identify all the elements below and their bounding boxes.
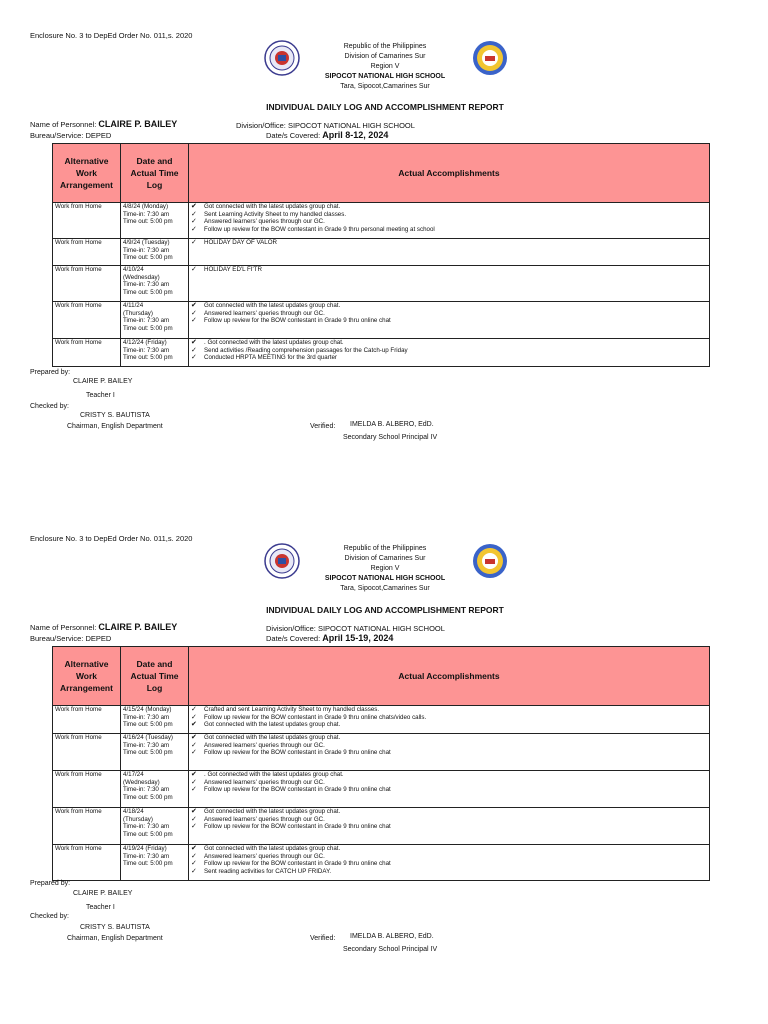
arrangement-cell: Work from Home: [53, 771, 121, 808]
prepared-label: Prepared by:: [30, 880, 71, 887]
accomplishment-cell: [189, 266, 710, 302]
letterhead-line: Republic of the Philippines: [343, 43, 427, 50]
check-icon: ✔: [191, 734, 197, 741]
prepared-name: CLAIRE P. BAILEY: [73, 890, 133, 897]
school-seal-logo: [472, 543, 508, 579]
list-item: ✓ Follow up review for the BOW contestant in Grade 9 thru online chat: [191, 786, 391, 794]
bureau-service: Bureau/Service: DEPED: [30, 131, 112, 140]
check-icon: ✓: [191, 317, 197, 325]
school-address: Tara, Sipocot,Camarines Sur: [340, 83, 430, 90]
dates-covered: Date/s Covered: April 15-19, 2024: [266, 633, 394, 643]
date-cell: 4/8/24 (Monday) Time-in: 7:30 am Time out: 5:00 pm: [121, 203, 189, 239]
date-cell: 4/9/24 (Tuesday) Time-in: 7:30 am Time out: 5:00 pm: [121, 239, 189, 266]
arrangement-cell: Work from Home: [53, 734, 121, 771]
letterhead: [300, 42, 470, 92]
check-icon: ✓: [191, 815, 197, 823]
verified-position: Secondary School Principal IV: [343, 434, 438, 441]
check-icon: ✔: [191, 845, 197, 852]
list-item: ✓ Answered learners' queries through our GC.: [191, 815, 325, 823]
school-name: SIPOCOT NATIONAL HIGH SCHOOL: [324, 575, 446, 582]
checked-name: CRISTY S. BAUTISTA: [80, 924, 150, 931]
check-icon: ✓: [191, 713, 197, 721]
arrangement-cell: Work from Home: [53, 302, 121, 339]
school-address: Tara, Sipocot,Camarines Sur: [340, 585, 430, 592]
date-cell: 4/11/24 (Thursday) Time-in: 7:30 am Time out: 5:00 pm: [121, 302, 189, 339]
verified-label: Verified:: [310, 423, 336, 430]
verified-label: Verified:: [310, 935, 336, 942]
check-icon: ✔: [191, 771, 197, 778]
check-icon: ✓: [191, 823, 197, 831]
check-icon: ✓: [191, 860, 197, 868]
report-title: INDIVIDUAL DAILY LOG AND ACCOMPLISHMENT REPORT: [266, 102, 504, 112]
arrangement-cell: Work from Home: [53, 706, 121, 734]
column-header-arrangement: Alternative Work Arrangement: [53, 647, 121, 706]
letterhead-line: Republic of the Philippines: [343, 545, 427, 552]
table-row: [53, 808, 710, 845]
arrangement-cell: Work from Home: [53, 339, 121, 367]
check-icon: ✓: [191, 266, 197, 273]
column-header-date: Date and Actual Time Log: [121, 144, 189, 203]
date-cell: 4/16/24 (Tuesday) Time-in: 7:30 am Time out: 5:00 pm: [121, 734, 189, 771]
accomplishment-cell: [189, 203, 710, 239]
checked-name: CRISTY S. BAUTISTA: [80, 412, 150, 419]
check-icon: ✓: [191, 749, 197, 757]
enclosure-note: Enclosure No. 3 to DepEd Order No. 011,s. 2020: [30, 534, 193, 543]
checked-position: Chairman, English Department: [67, 935, 163, 942]
deped-seal-logo: [264, 543, 300, 579]
list-item: ✓ Sent reading activities for CATCH UP FRIDAY.: [191, 867, 332, 875]
list-item: ✓ Answered learners' queries through our GC.: [191, 778, 325, 786]
check-icon: ✓: [191, 741, 197, 749]
arrangement-cell: Work from Home: [53, 266, 121, 302]
list-item: ✓ Follow up review for the BOW contestant in Grade 9 thru online chat: [191, 860, 391, 868]
verified-position: Secondary School Principal IV: [343, 946, 438, 953]
list-item: ✔ Got connected with the latest updates group chat.: [191, 302, 341, 309]
table-row: [53, 771, 710, 808]
list-item: ✔ Got connected with the latest updates group chat.: [191, 845, 341, 852]
list-item: ✓ Follow up review for the BOW contestant in Grade 9 thru personal meeting at school: [191, 225, 435, 233]
letterhead-line: Division of Camarines Sur: [344, 555, 426, 562]
check-icon: ✓: [191, 346, 197, 354]
list-item: ✔ Got connected with the latest updates group chat.: [191, 203, 341, 210]
list-item: ✓ Follow up review for the BOW contestant in Grade 9 thru online chat: [191, 317, 391, 325]
accomplishment-cell: [189, 734, 710, 771]
arrangement-cell: Work from Home: [53, 239, 121, 266]
accomplishment-table: [52, 143, 710, 367]
check-icon: ✔: [191, 203, 197, 210]
division-office: Division/Office: SIPOCOT NATIONAL HIGH SCHOOL: [236, 121, 415, 130]
letterhead-line: Region V: [370, 63, 400, 70]
list-item: ✓ Crafted and sent Learning Activity Sheet to my handled classes.: [191, 706, 380, 713]
personnel-name: Name of Personnel: CLAIRE P. BAILEY: [30, 119, 178, 129]
list-item: ✓ Send activities /Reading comprehension passages for the Catch-up Friday: [191, 346, 408, 354]
verified-name: IMELDA B. ALBERO, EdD.: [350, 421, 434, 428]
column-header-arrangement: Alternative Work Arrangement: [53, 144, 121, 203]
check-icon: ✔: [191, 302, 197, 309]
list-item: ✔ . Got connected with the latest updates group chat.: [191, 771, 344, 778]
table-row: [53, 203, 710, 239]
list-item: ✓ Sent Learning Activity Sheet to my handled classes.: [191, 210, 347, 218]
personnel-name: Name of Personnel: CLAIRE P. BAILEY: [30, 622, 178, 632]
enclosure-note: Enclosure No. 3 to DepEd Order No. 011,s. 2020: [30, 31, 193, 40]
column-header-accomplishments: Actual Accomplishments: [189, 144, 710, 203]
verified-name: IMELDA B. ALBERO, EdD.: [350, 933, 434, 940]
check-icon: ✔: [191, 721, 197, 729]
table-row: [53, 339, 710, 367]
list-item: ✓ Answered learners' queries through our GC.: [191, 741, 325, 749]
accomplishment-cell: [189, 302, 710, 339]
date-cell: 4/19/24 (Friday) Time-in: 7:30 am Time out: 5:00 pm: [121, 845, 189, 881]
division-office: Division/Office: SIPOCOT NATIONAL HIGH SCHOOL: [266, 624, 445, 633]
arrangement-cell: Work from Home: [53, 845, 121, 881]
check-icon: ✔: [191, 808, 197, 815]
prepared-label: Prepared by:: [30, 369, 71, 376]
deped-seal-logo: [264, 40, 300, 76]
list-item: ✓ Answered learners' queries through our GC.: [191, 852, 325, 860]
date-cell: 4/10/24 (Wednesday) Time-in: 7:30 am Time out: 5:00 pm: [121, 266, 189, 302]
check-icon: ✓: [191, 309, 197, 317]
arrangement-cell: Work from Home: [53, 203, 121, 239]
list-item: ✓ HOLIDAY DAY OF VALOR: [191, 239, 278, 246]
checked-label: Checked by:: [30, 913, 69, 920]
check-icon: ✔: [191, 339, 197, 346]
table-row: [53, 845, 710, 881]
column-header-date: Date and Actual Time Log: [121, 647, 189, 706]
check-icon: ✓: [191, 225, 197, 233]
accomplishment-cell: [189, 239, 710, 266]
list-item: ✔ Got connected with the latest updates group chat.: [191, 721, 341, 729]
accomplishment-cell: [189, 845, 710, 881]
date-cell: 4/17/24 (Wednesday) Time-in: 7:30 am Time out: 5:00 pm: [121, 771, 189, 808]
accomplishment-cell: [189, 706, 710, 734]
check-icon: ✓: [191, 706, 197, 713]
list-item: ✔ . Got connected with the latest updates group chat.: [191, 339, 344, 346]
check-icon: ✓: [191, 867, 197, 875]
table-row: [53, 239, 710, 266]
report-title: INDIVIDUAL DAILY LOG AND ACCOMPLISHMENT REPORT: [266, 605, 504, 615]
check-icon: ✓: [191, 210, 197, 218]
list-item: ✓ Follow up review for the BOW contestant in Grade 9 thru online chat: [191, 823, 391, 831]
table-row: [53, 266, 710, 302]
list-item: ✔ Got connected with the latest updates group chat.: [191, 808, 341, 815]
prepared-position: Teacher I: [86, 904, 115, 911]
check-icon: ✓: [191, 786, 197, 794]
check-icon: ✓: [191, 852, 197, 860]
column-header-accomplishments: Actual Accomplishments: [189, 647, 710, 706]
checked-position: Chairman, English Department: [67, 423, 163, 430]
date-cell: 4/12/24 (Friday) Time-in: 7:30 am Time out: 5:00 pm: [121, 339, 189, 367]
checked-label: Checked by:: [30, 403, 69, 410]
accomplishment-cell: [189, 339, 710, 367]
letterhead: [300, 544, 470, 594]
bureau-service: Bureau/Service: DEPED: [30, 634, 112, 643]
list-item: ✓ Answered learners' queries through our GC.: [191, 218, 325, 226]
check-icon: ✓: [191, 239, 197, 246]
table-row: [53, 734, 710, 771]
school-seal-logo: [472, 40, 508, 76]
date-cell: 4/15/24 (Monday) Time-in: 7:30 am Time out: 5:00 pm: [121, 706, 189, 734]
list-item: ✔ Got connected with the latest updates group chat.: [191, 734, 341, 741]
date-cell: 4/18/24 (Thursday) Time-in: 7:30 am Time out: 5:00 pm: [121, 808, 189, 845]
table-row: [53, 302, 710, 339]
check-icon: ✓: [191, 354, 197, 362]
list-item: ✓ Conducted HRPTA MEETING for the 3rd quarter: [191, 354, 337, 362]
arrangement-cell: Work from Home: [53, 808, 121, 845]
accomplishment-table: [52, 646, 710, 881]
list-item: ✓ Answered learners' queries through our GC.: [191, 309, 325, 317]
check-icon: ✓: [191, 778, 197, 786]
prepared-name: CLAIRE P. BAILEY: [73, 378, 133, 385]
table-row: [53, 706, 710, 734]
list-item: ✓ Follow up review for the BOW contestant in Grade 9 thru online chat: [191, 749, 391, 757]
letterhead-line: Division of Camarines Sur: [344, 53, 426, 60]
accomplishment-cell: [189, 771, 710, 808]
letterhead-line: Region V: [370, 565, 400, 572]
list-item: ✓ Follow up review for the BOW contestant in Grade 9 thru online chats/video calls.: [191, 713, 427, 721]
prepared-position: Teacher I: [86, 392, 115, 399]
check-icon: ✓: [191, 218, 197, 226]
accomplishment-cell: [189, 808, 710, 845]
list-item: ✓ HOLIDAY ED'L FI'TR: [191, 266, 262, 273]
dates-covered: Date/s Covered: April 8-12, 2024: [266, 130, 389, 140]
school-name: SIPOCOT NATIONAL HIGH SCHOOL: [324, 73, 446, 80]
